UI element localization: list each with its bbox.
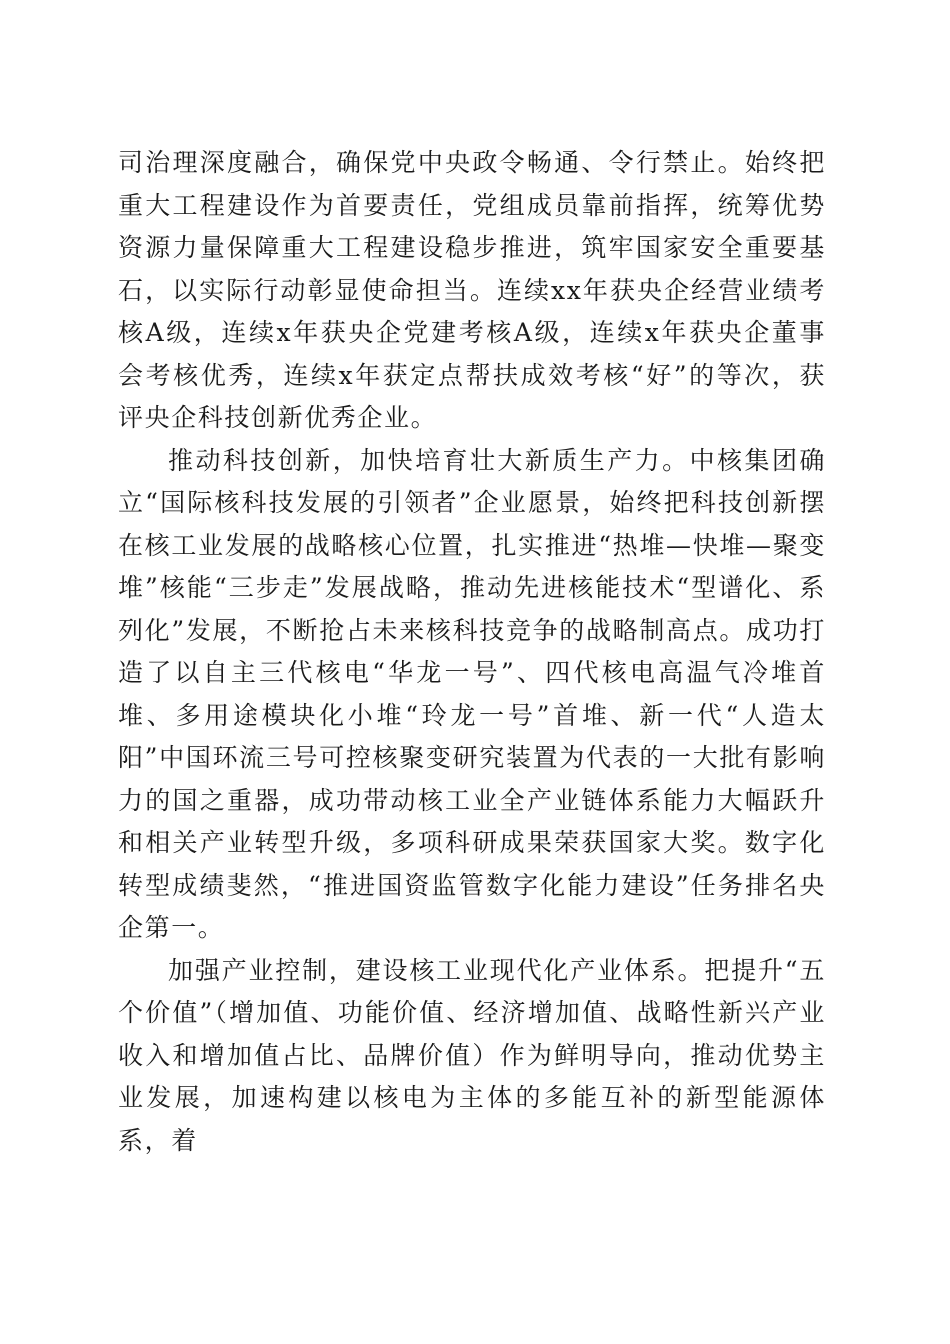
- paragraph-continuation: 司治理深度融合，确保党中央政令畅通、令行禁止。始终把重大工程建设作为首要责任，党组成员靠前指挥，统筹优势资源力量保障重大工程建设稳步推进，筑牢国家安全重要基石，以实际行动彰显使命担当。连续xx年获央企经营业绩考核A级，连续x年获央企党建考核A级，连续x年获央企董事会考核优秀，连续x年获定点帮扶成效考核“好”的等次，获评央企科技创新优秀企业。: [118, 148, 826, 432]
- paragraph-tech-innovation: 推动科技创新，加快培育壮大新质生产力。中核集团确立“国际核科技发展的引领者”企业愿景，始终把科技创新摆在核工业发展的战略核心位置，扎实推进“热堆—快堆—聚变堆”核能“三步走”发展战略，推动先进核能技术“型谱化、系列化”发展，不断抢占未来核科技竞争的战略制高点。成功打造了以自主三代核电“华龙一号”、四代核电高温气冷堆首堆、多用途模块化小堆“玲龙一号”首堆、新一代“人造太阳”中国环流三号可控核聚变研究装置为代表的一大批有影响力的国之重器，成功带动核工业全产业链体系能力大幅跃升和相关产业转型升级，多项科研成果荣获国家大奖。数字化转型成绩斐然，“推进国资监管数字化能力建设”任务排名央企第一。: [118, 445, 826, 942]
- paragraph-industry-control: 加强产业控制，建设核工业现代化产业体系。把提升“五个价值”（增加值、功能价值、经济增加值、战略性新兴产业收入和增加值占比、品牌价值）作为鲜明导向，推动优势主业发展，加速构建以核电为主体的多能互补的新型能源体系，着: [118, 955, 826, 1155]
- body-text: [118, 142, 826, 1162]
